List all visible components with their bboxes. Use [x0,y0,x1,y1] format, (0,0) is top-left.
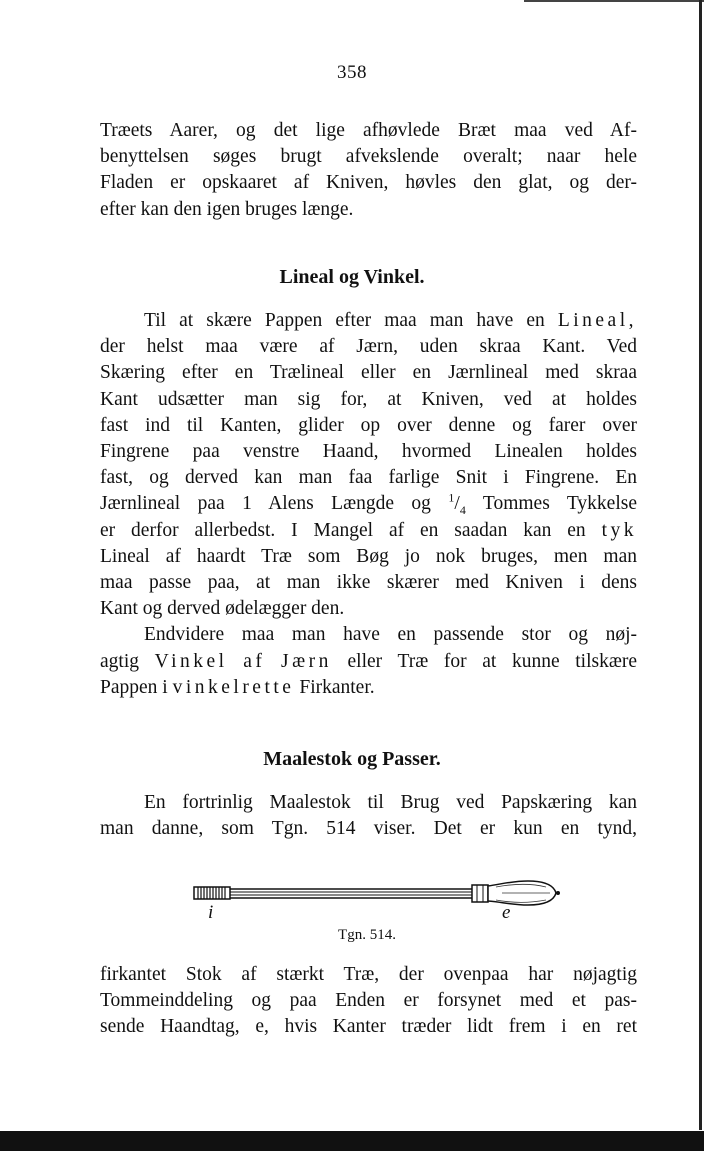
intro-paragraph [100,118,637,223]
text-line: agtig Vinkel af Jærn eller Træ for at kunne tilskære [100,650,638,672]
text-line: Kant og derved ødelægger den. [100,598,345,620]
paragraph-lineal [100,308,637,701]
paragraph-maalestok [100,790,637,842]
ruler-drawing [190,872,570,922]
text-line: sende Haandtag, e, hvis Kanter træder lidt frem i en ret [100,1016,637,1038]
figure-label-i: i [208,902,214,922]
page-number: 358 [337,62,367,83]
text-line: Pappen i vinkelrette Firkanter. [100,676,375,698]
scan-bottom-border [0,1131,704,1151]
text-line: Fladen er opskaaret af Kniven, høvles den glat, og der- [100,172,637,194]
text-line: man danne, som Tgn. 514 viser. Det er kun en tynd, [100,818,637,840]
text-line: Fingrene paa venstre Haand, hvormed Linealen holdes [100,441,637,463]
text-line: der helst maa være af Jærn, uden skraa Kant. Ved [100,336,637,358]
section-heading-lineal: Lineal og Vinkel. [279,266,425,288]
text-line: En fortrinlig Maalestok til Brug ved Papskæring kan [144,792,637,813]
text-line: er derfor allerbedst. I Mangel af en saadan kan en tyk [100,519,637,541]
text-line: Til at skære Pappen efter maa man have en Lineal, [144,310,638,331]
text-line: Skæring efter en Trælineal eller en Jærnlineal med skraa [100,362,637,384]
text-line: Lineal af haardt Træ som Bøg jo nok bruges, men man [100,545,637,567]
text-line: fast, og derved kan man faa farlige Snit i Fingrene. En [100,467,637,489]
figure-caption: Tgn. 514. [338,927,396,943]
fraction-numerator: 1 [448,490,455,505]
text-line: Træets Aarer, og det lige afhøvlede Bræt maa ved Af- [100,120,637,141]
fraction-denominator: 4 [459,503,466,518]
fraction-slash: / [454,493,460,515]
text-line: efter kan den igen bruges længe. [100,198,354,220]
text-line: benyttelsen søges brugt afvekslende overalt; naar hele [100,146,637,168]
text-line: Tommeinddeling og paa Enden er forsynet med et pas- [100,990,637,1012]
section-heading-maalestok: Maalestok og Passer. [263,748,441,770]
right-edge-rule [699,0,702,1130]
paragraph-closing [100,962,637,1041]
text-line: Kant udsætter man sig for, at Kniven, ved at holdes [100,388,637,410]
text-line: maa passe paa, at man ikke skærer med Kniven i dens [100,572,637,594]
text-line: Jærnlineal paa 1 Alens Længde og $^1/_4$ Tommes Tykkelse [100,490,637,518]
text-line: Endvidere maa man have en passende stor og nøj- [144,624,637,646]
text-line: fast ind til Kanten, glider op over denne og farer over [100,414,637,436]
text-line: firkantet Stok af stærkt Træ, der ovenpaa har nøjagtig [100,964,637,985]
top-edge-rule [524,0,704,2]
figure-label-e: e [502,902,511,922]
figure-ruler-illustration [190,872,570,922]
